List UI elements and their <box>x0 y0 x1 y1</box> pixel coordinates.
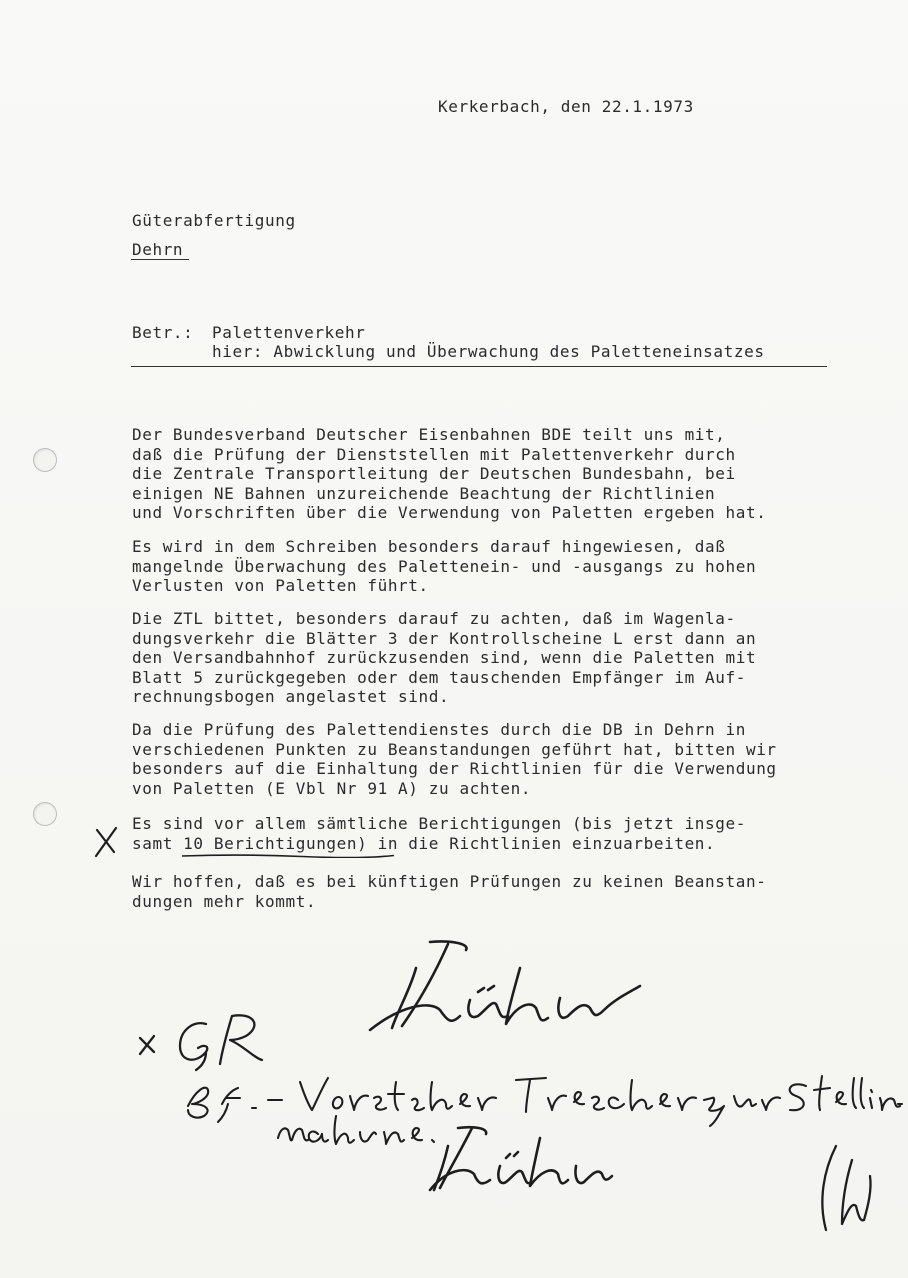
subject-detail: hier: Abwicklung und Überwachung des Paletteneinsatzes <box>212 342 765 361</box>
subject-title: Palettenverkehr <box>212 323 366 342</box>
body-paragraph-2: Es wird in dem Schreiben besonders darauf hingewiesen, daß mangelnde Überwachung des Palettenein- und -ausgangs zu hohen Verlusten von Paletten führt. <box>132 537 757 596</box>
handwritten-margin-x <box>96 828 116 856</box>
handwritten-note-line-2 <box>278 1116 434 1144</box>
body-paragraph-1: Der Bundesverband Deutscher Eisenbahnen BDE teilt uns mit, daß die Prüfung der Dienststellen mit Palettenverkehr durch die Zentrale Transportleitung der Deutschen Bundesbahn, bei einigen NE Bahnen unzureichende Beachtung der Richtlinien und Vorschriften über die Verwendung von Paletten ergeben hat. <box>132 425 767 523</box>
subject-label: Betr.: <box>132 323 194 342</box>
recipient-line-1: Güterabfertigung <box>132 211 296 230</box>
handwritten-note-mark <box>140 1015 262 1070</box>
body-paragraph-4: Da die Prüfung des Palettendienstes durch die DB in Dehrn in verschiedenen Punkten zu Beanstandungen geführt hat, bitten wir besonders auf die Einhaltung der Richtlinien für die Verwendung von Paletten (E Vbl Nr 91 A) zu achten. <box>132 720 777 798</box>
punch-hole-bottom <box>33 802 57 826</box>
recipient-underline <box>131 259 189 260</box>
handwritten-note-line-1 <box>188 1076 902 1126</box>
punch-hole-top <box>33 448 57 472</box>
body-paragraph-3: Die ZTL bittet, besonders darauf zu achten, daß im Wagenla- dungsverkehr die Blätter 3 der Kontrollscheine L erst dann an den Versandbahnhof zurückzusenden sind, wenn die Paletten mit Blatt 5 zurückgegeben oder dem tauschenden Empfänger im Auf- rechnungsbogen angelastet sind. <box>132 609 757 707</box>
subject-rule <box>131 366 827 367</box>
date-line: Kerkerbach, den 22.1.1973 <box>438 97 694 116</box>
body-paragraph-5: Es sind vor allem sämtliche Berichtigungen (bis jetzt insge- samt 10 Berichtigungen) in die Richtlinien einzuarbeiten. <box>132 814 746 853</box>
handwritten-second-signature <box>430 1127 612 1190</box>
recipient-line-2: Dehrn <box>132 240 184 259</box>
handwritten-initials <box>822 1146 870 1230</box>
handwritten-underline <box>182 854 394 858</box>
handwritten-signature <box>370 941 640 1030</box>
body-paragraph-6: Wir hoffen, daß es bei künftigen Prüfungen zu keinen Beanstan- dungen mehr kommt. <box>132 872 767 911</box>
